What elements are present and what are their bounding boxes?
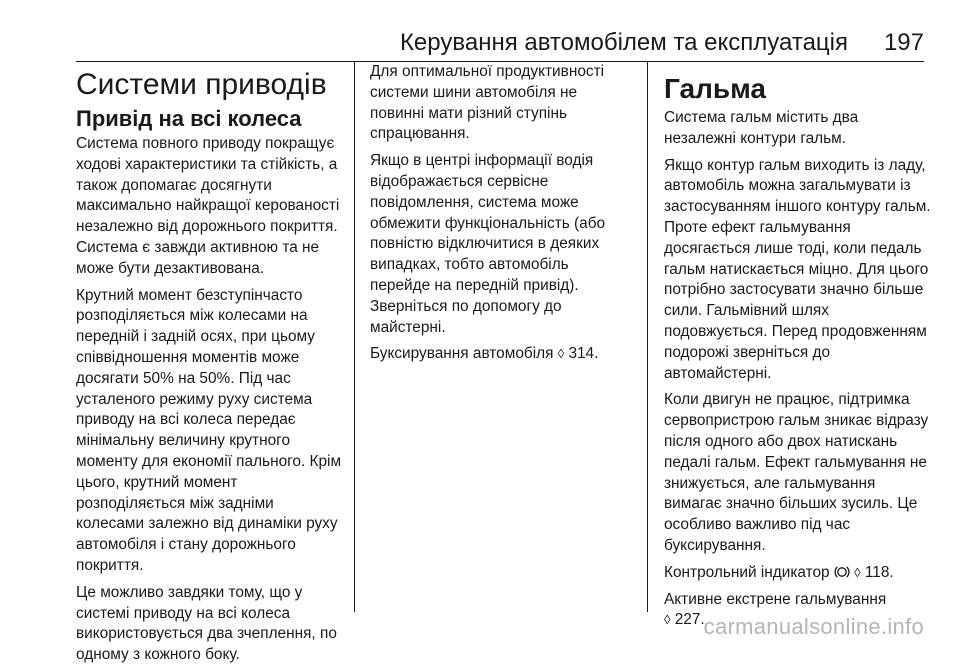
watermark: carmanualsonline.info: [703, 614, 924, 639]
column-divider-2: [647, 62, 648, 612]
towing-reference: [370, 344, 632, 365]
towing-text: Буксирування автомобіля: [370, 345, 554, 363]
indicator-reference: [664, 563, 934, 584]
column-2: [370, 62, 632, 371]
header-title: Керування автомобілем та експлуатація: [399, 29, 848, 56]
emergency-braking-page-link[interactable]: 227.: [674, 611, 705, 629]
page-reference-icon: ◊: [854, 564, 861, 580]
brakes-paragraph-1: Система гальм містить два незалежні контури гальм.: [664, 109, 859, 147]
page-reference-icon: ◊: [557, 346, 565, 362]
emergency-braking-text: Активне екстрене гальмування: [664, 590, 887, 608]
awd-paragraph-2: Крутний момент безступінчасто розподіляється між колесами на передній і задній осях, при цьому співвідношення моментів може досягати 50% на 50%. Під час усталеного режиму руху система приводу на всі колеса передає мінімальну величину крутного моменту для економії пального. Крім цього, крутний момент розподіляється між задніми колесами залежно від динаміки руху автомобіля і стану дорожнього покриття.: [76, 286, 342, 574]
section-title-brakes: Гальма: [664, 73, 766, 104]
tyre-paragraph: Для оптимальної продуктивності системи шини автомобіля не повинні мати різний ступінь спрацювання.: [370, 63, 605, 143]
brake-warning-icon: [834, 565, 850, 579]
column-divider-1: [354, 62, 355, 612]
awd-paragraph-3: Це можливо завдяки тому, що у системі приводу на всі колеса використовується два зчеплення, по одному з кожного боку.: [76, 583, 337, 664]
awd-paragraph-1: Система повного приводу покращує ходові характеристики та стійкість, а також допомагає досягнути максимально найкращої керованості незалежно від дорожнього покриття. Система є завжди активною та не може бути дезактивована.: [76, 135, 340, 277]
brakes-paragraph-3: Коли двигун не працює, підтримка сервопристрою гальм зникає відразу після одного або двох натискань педалі гальм. Ефект гальмування не знижується, але гальмування вимагає значно більших зусиль. Це особливо важливо під час буксирування.: [664, 391, 929, 554]
towing-page-link[interactable]: 314.: [568, 345, 599, 363]
column-3: [664, 62, 934, 637]
section-title-drive-systems: Системи приводів: [76, 68, 327, 101]
indicator-text: Контрольний індикатор: [664, 563, 830, 581]
page-header: [76, 28, 924, 62]
page-reference-icon: ◊: [664, 612, 671, 628]
subsection-title-awd: Привід на всі колеса: [76, 106, 302, 131]
indicator-page-link[interactable]: 118.: [864, 563, 894, 581]
column-1: [76, 62, 344, 672]
page-number: 197: [883, 29, 924, 56]
service-message-paragraph: Якщо в центрі інформації водія відображається сервісне повідомлення, система може обмежити функціональність (або повністю відключитися в деяких випадках, тобто автомобіль перейде на передній привід). Зверніться по допомогу до майстерні.: [370, 152, 606, 336]
brakes-paragraph-2: Якщо контур гальм виходить із ладу, автомобіль можна загальмувати із застосуванням іншого контуру гальм. Проте ефект гальмування досягається лише тоді, коли педаль гальм натискається міцно. Для цього потрібно застосувати значно більше сили. Гальмівний шлях подовжується. Перед продовженням подорожі зверніться до автомайстерні.: [664, 156, 931, 382]
